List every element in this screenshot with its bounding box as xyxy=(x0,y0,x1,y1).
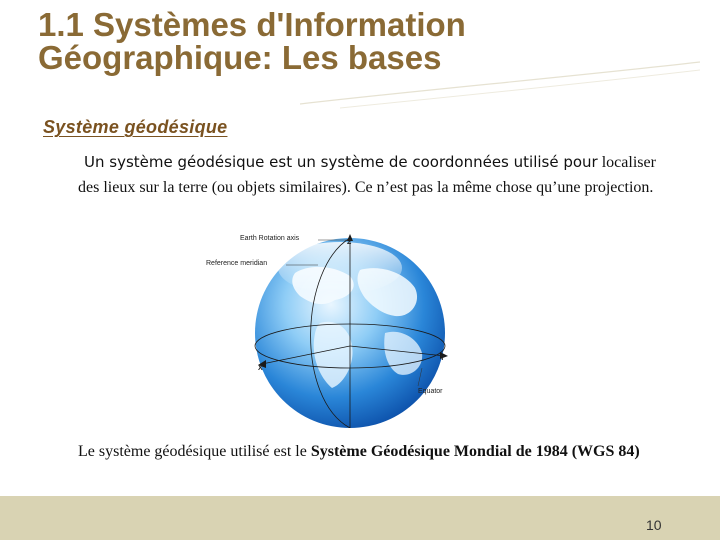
intro-text-part-1: Un système géodésique est un système de coordonnées utilisé pour xyxy=(84,153,598,171)
label-z: Z xyxy=(347,239,352,246)
section-heading: Système géodésique xyxy=(43,117,228,137)
conclusion-bold-text: Système Géodésique Mondial de 1984 (WGS 84) xyxy=(310,443,640,460)
geodetic-globe-figure xyxy=(200,228,470,428)
globe-shine xyxy=(278,242,402,294)
label-earth-rotation-axis: Earth Rotation axis xyxy=(240,235,300,242)
label-reference-meridian: Reference meridian xyxy=(206,260,268,267)
label-equator: Equator xyxy=(418,388,443,395)
intro-paragraph xyxy=(78,150,678,200)
label-y: Y xyxy=(440,355,445,362)
conclusion-paragraph xyxy=(78,440,678,464)
footer-band xyxy=(0,496,720,540)
globe-illustration xyxy=(200,228,470,428)
intro-text-part-2: localiser des lieux sur la terre (ou objets similaires). Ce n’est pas la même chose qu’une projection. xyxy=(78,154,656,196)
page-number: 10 xyxy=(646,517,662,533)
title-line-2: Géographique: Les bases xyxy=(38,39,442,76)
label-x: X xyxy=(258,365,263,372)
conclusion-text: Le système géodésique utilisé est le xyxy=(78,443,311,460)
decorative-swash xyxy=(300,60,700,110)
title-line-1: 1.1 Systèmes d'Information xyxy=(38,6,466,43)
